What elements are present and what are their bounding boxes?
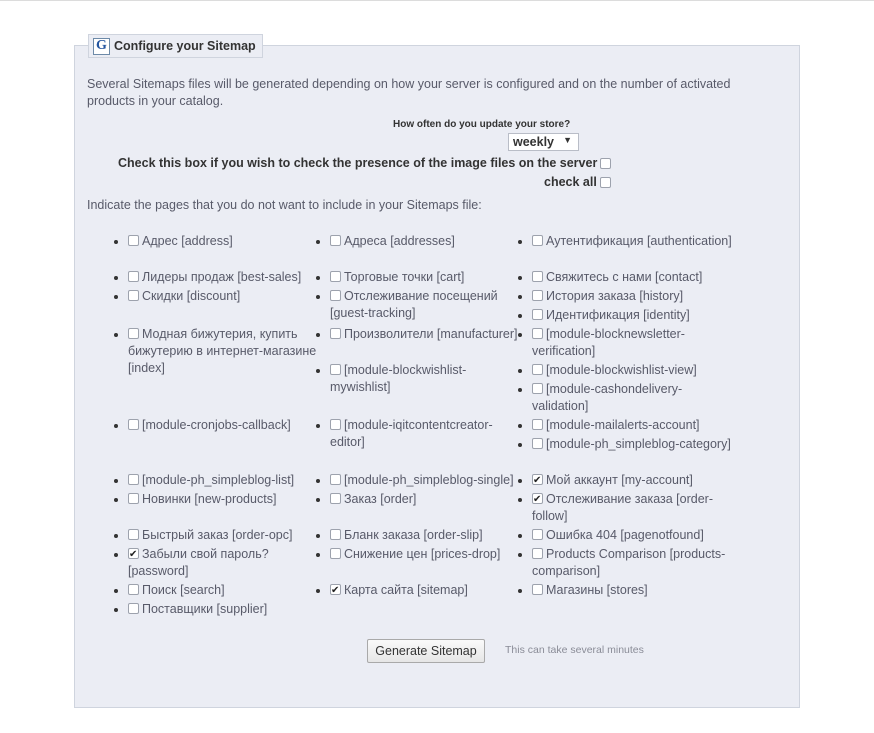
page-checkbox[interactable] (532, 383, 543, 394)
list-bullet (518, 295, 522, 299)
list-bullet (114, 479, 118, 483)
page-item (532, 233, 732, 250)
list-bullet (316, 534, 320, 538)
list-bullet (316, 276, 320, 280)
list-bullet (114, 295, 118, 299)
check-all-label: check all (544, 175, 597, 189)
page-checkbox[interactable] (532, 309, 543, 320)
page-checkbox[interactable] (128, 548, 139, 559)
page-item (128, 288, 323, 305)
top-divider (0, 0, 874, 1)
page-checkbox[interactable] (532, 474, 543, 485)
page-checkbox[interactable] (330, 529, 341, 540)
page-checkbox[interactable] (532, 529, 543, 540)
page-checkbox[interactable] (128, 290, 139, 301)
page-item (128, 326, 323, 377)
page-checkbox[interactable] (128, 474, 139, 485)
list-bullet (316, 240, 320, 244)
page-label: Новинки [new-products] (142, 492, 277, 506)
page-checkbox[interactable] (532, 438, 543, 449)
page-item (330, 472, 525, 489)
page-checkbox[interactable] (128, 235, 139, 246)
list-bullet (316, 333, 320, 337)
page-label: [module-mailalerts-account] (546, 418, 700, 432)
list-bullet (518, 388, 522, 392)
page-item (330, 527, 525, 544)
list-bullet (518, 443, 522, 447)
list-bullet (316, 479, 320, 483)
page-checkbox[interactable] (532, 584, 543, 595)
page-label: Магазины [stores] (546, 583, 648, 597)
list-bullet (114, 608, 118, 612)
page-label: [module-cashondelivery-validation] (532, 382, 683, 413)
list-bullet (316, 498, 320, 502)
page-item (532, 546, 732, 580)
check-all-checkbox[interactable] (600, 177, 611, 188)
page-checkbox[interactable] (330, 364, 341, 375)
page-label: Забыли свой пароль? [password] (128, 547, 269, 578)
list-bullet (114, 589, 118, 593)
list-bullet (518, 240, 522, 244)
list-bullet (518, 498, 522, 502)
page-item (532, 582, 732, 599)
page-label: Произволители [manufacturer] (344, 327, 518, 341)
page-label: Products Comparison [products-comparison] (532, 547, 726, 578)
list-bullet (316, 424, 320, 428)
page-checkbox[interactable] (532, 328, 543, 339)
page-item (128, 582, 323, 599)
page-label: [module-ph_simpleblog-list] (142, 473, 295, 487)
page-label: Заказ [order] (344, 492, 417, 506)
page-item (330, 269, 525, 286)
page-item (532, 326, 732, 360)
generate-note: This can take several minutes (505, 644, 644, 656)
page-item (330, 491, 525, 508)
list-bullet (316, 553, 320, 557)
indicate-pages-label: Indicate the pages that you do not want to include in your Sitemaps file: (87, 198, 482, 212)
page-item (532, 417, 732, 434)
frequency-value: weekly (513, 135, 555, 149)
page-label: [module-ph_simpleblog-category] (546, 437, 731, 451)
description-text: Several Sitemaps files will be generated depending on how your server is configured and on the number of activated products in your catalog. (87, 77, 731, 108)
page-checkbox[interactable] (330, 328, 341, 339)
page-item (330, 233, 525, 250)
page-checkbox[interactable] (128, 603, 139, 614)
page-checkbox[interactable] (532, 235, 543, 246)
page-checkbox[interactable] (532, 271, 543, 282)
page-label: Отслеживание заказа [order-follow] (532, 492, 713, 523)
list-bullet (114, 424, 118, 428)
page-item (128, 269, 323, 286)
list-bullet (114, 276, 118, 280)
list-bullet (518, 534, 522, 538)
page-item (128, 491, 323, 508)
list-bullet (518, 424, 522, 428)
list-bullet (114, 240, 118, 244)
list-bullet (316, 589, 320, 593)
page-checkbox[interactable] (532, 419, 543, 430)
page-item (330, 546, 525, 563)
page-item (532, 362, 732, 379)
page-checkbox[interactable] (532, 548, 543, 559)
google-logo-icon: G (93, 38, 110, 55)
page-item (128, 527, 323, 544)
page-checkbox[interactable] (532, 290, 543, 301)
panel-legend (88, 34, 263, 58)
page-label: Адреса [addresses] (344, 234, 455, 248)
page-label: Снижение цен [prices-drop] (344, 547, 501, 561)
page-label: История заказа [history] (546, 289, 684, 303)
list-bullet (114, 553, 118, 557)
list-bullet (518, 589, 522, 593)
page-checkbox[interactable] (128, 271, 139, 282)
page-checkbox[interactable] (128, 419, 139, 430)
page-item (532, 269, 732, 286)
page-item (532, 491, 732, 525)
page-label: Идентификация [identity] (546, 308, 690, 322)
page-checkbox[interactable] (330, 235, 341, 246)
list-bullet (114, 534, 118, 538)
page-label: [module-iqitcontentcreator-editor] (330, 418, 493, 449)
page-label: Скидки [discount] (142, 289, 241, 303)
page-label: Адрес [address] (142, 234, 233, 248)
page-label: Отслеживание посещений [guest-tracking] (330, 289, 498, 320)
list-bullet (518, 369, 522, 373)
page-label: [module-blocknewsletter-verification] (532, 327, 685, 358)
list-bullet (518, 276, 522, 280)
page-item (330, 288, 525, 322)
page-item (128, 601, 323, 618)
page-label: [module-blockwishlist-view] (546, 363, 697, 377)
check-images-label: Check this box if you wish to check the presence of the image files on the server (118, 156, 598, 170)
page-item (330, 582, 525, 599)
page-item (128, 472, 323, 489)
page-checkbox[interactable] (532, 493, 543, 504)
list-bullet (316, 295, 320, 299)
list-bullet (518, 314, 522, 318)
legend-title: Configure your Sitemap (114, 39, 256, 53)
list-bullet (518, 333, 522, 337)
page-label: Быстрый заказ [order-opc] (142, 528, 293, 542)
page-label: [module-blockwishlist-mywishlist] (330, 363, 467, 394)
frequency-select[interactable] (508, 133, 579, 151)
page-checkbox[interactable] (330, 474, 341, 485)
generate-sitemap-button[interactable]: Generate Sitemap (367, 639, 485, 663)
page-label: Бланк заказа [order-slip] (344, 528, 483, 542)
page-checkbox[interactable] (128, 493, 139, 504)
list-bullet (316, 369, 320, 373)
page-label: Карта сайта [sitemap] (344, 583, 468, 597)
list-bullet (518, 553, 522, 557)
page-checkbox[interactable] (128, 529, 139, 540)
list-bullet (114, 333, 118, 337)
check-images-checkbox[interactable] (600, 158, 611, 169)
page-label: Поиск [search] (142, 583, 225, 597)
page-checkbox[interactable] (330, 271, 341, 282)
page-item (128, 546, 323, 580)
chevron-down-icon: ▼ (563, 135, 572, 145)
page-checkbox[interactable] (128, 328, 139, 339)
page-checkbox[interactable] (330, 548, 341, 559)
page-label: Мой аккаунт [my-account] (546, 473, 693, 487)
page-checkbox[interactable] (330, 419, 341, 430)
page-label: [module-ph_simpleblog-single] (344, 473, 514, 487)
page-item (532, 472, 732, 489)
page-item (532, 288, 732, 305)
page-item (330, 326, 525, 343)
page-item (532, 381, 732, 415)
page-item (330, 362, 525, 396)
page-label: [module-cronjobs-callback] (142, 418, 291, 432)
page-checkbox[interactable] (128, 584, 139, 595)
page-label: Аутентификация [authentication] (546, 234, 732, 248)
page-label: Свяжитесь с нами [contact] (546, 270, 703, 284)
page-item (330, 417, 525, 451)
list-bullet (114, 498, 118, 502)
page-label: Торговые точки [cart] (344, 270, 465, 284)
page-item (128, 417, 323, 434)
page-checkbox[interactable] (532, 364, 543, 375)
page-item (532, 527, 732, 544)
page-item (532, 307, 732, 324)
frequency-label: How often do you update your store? (393, 119, 571, 130)
page-checkbox[interactable] (330, 493, 341, 504)
page-item (532, 436, 732, 453)
page-checkbox[interactable] (330, 584, 341, 595)
page-label: Модная бижутерия, купить бижутерию в интернет-магазине [index] (128, 327, 317, 375)
list-bullet (518, 479, 522, 483)
page-label: Поставщики [supplier] (142, 602, 268, 616)
page-label: Ошибка 404 [pagenotfound] (546, 528, 704, 542)
page-item (128, 233, 323, 250)
page-checkbox[interactable] (330, 290, 341, 301)
page-label: Лидеры продаж [best-sales] (142, 270, 302, 284)
